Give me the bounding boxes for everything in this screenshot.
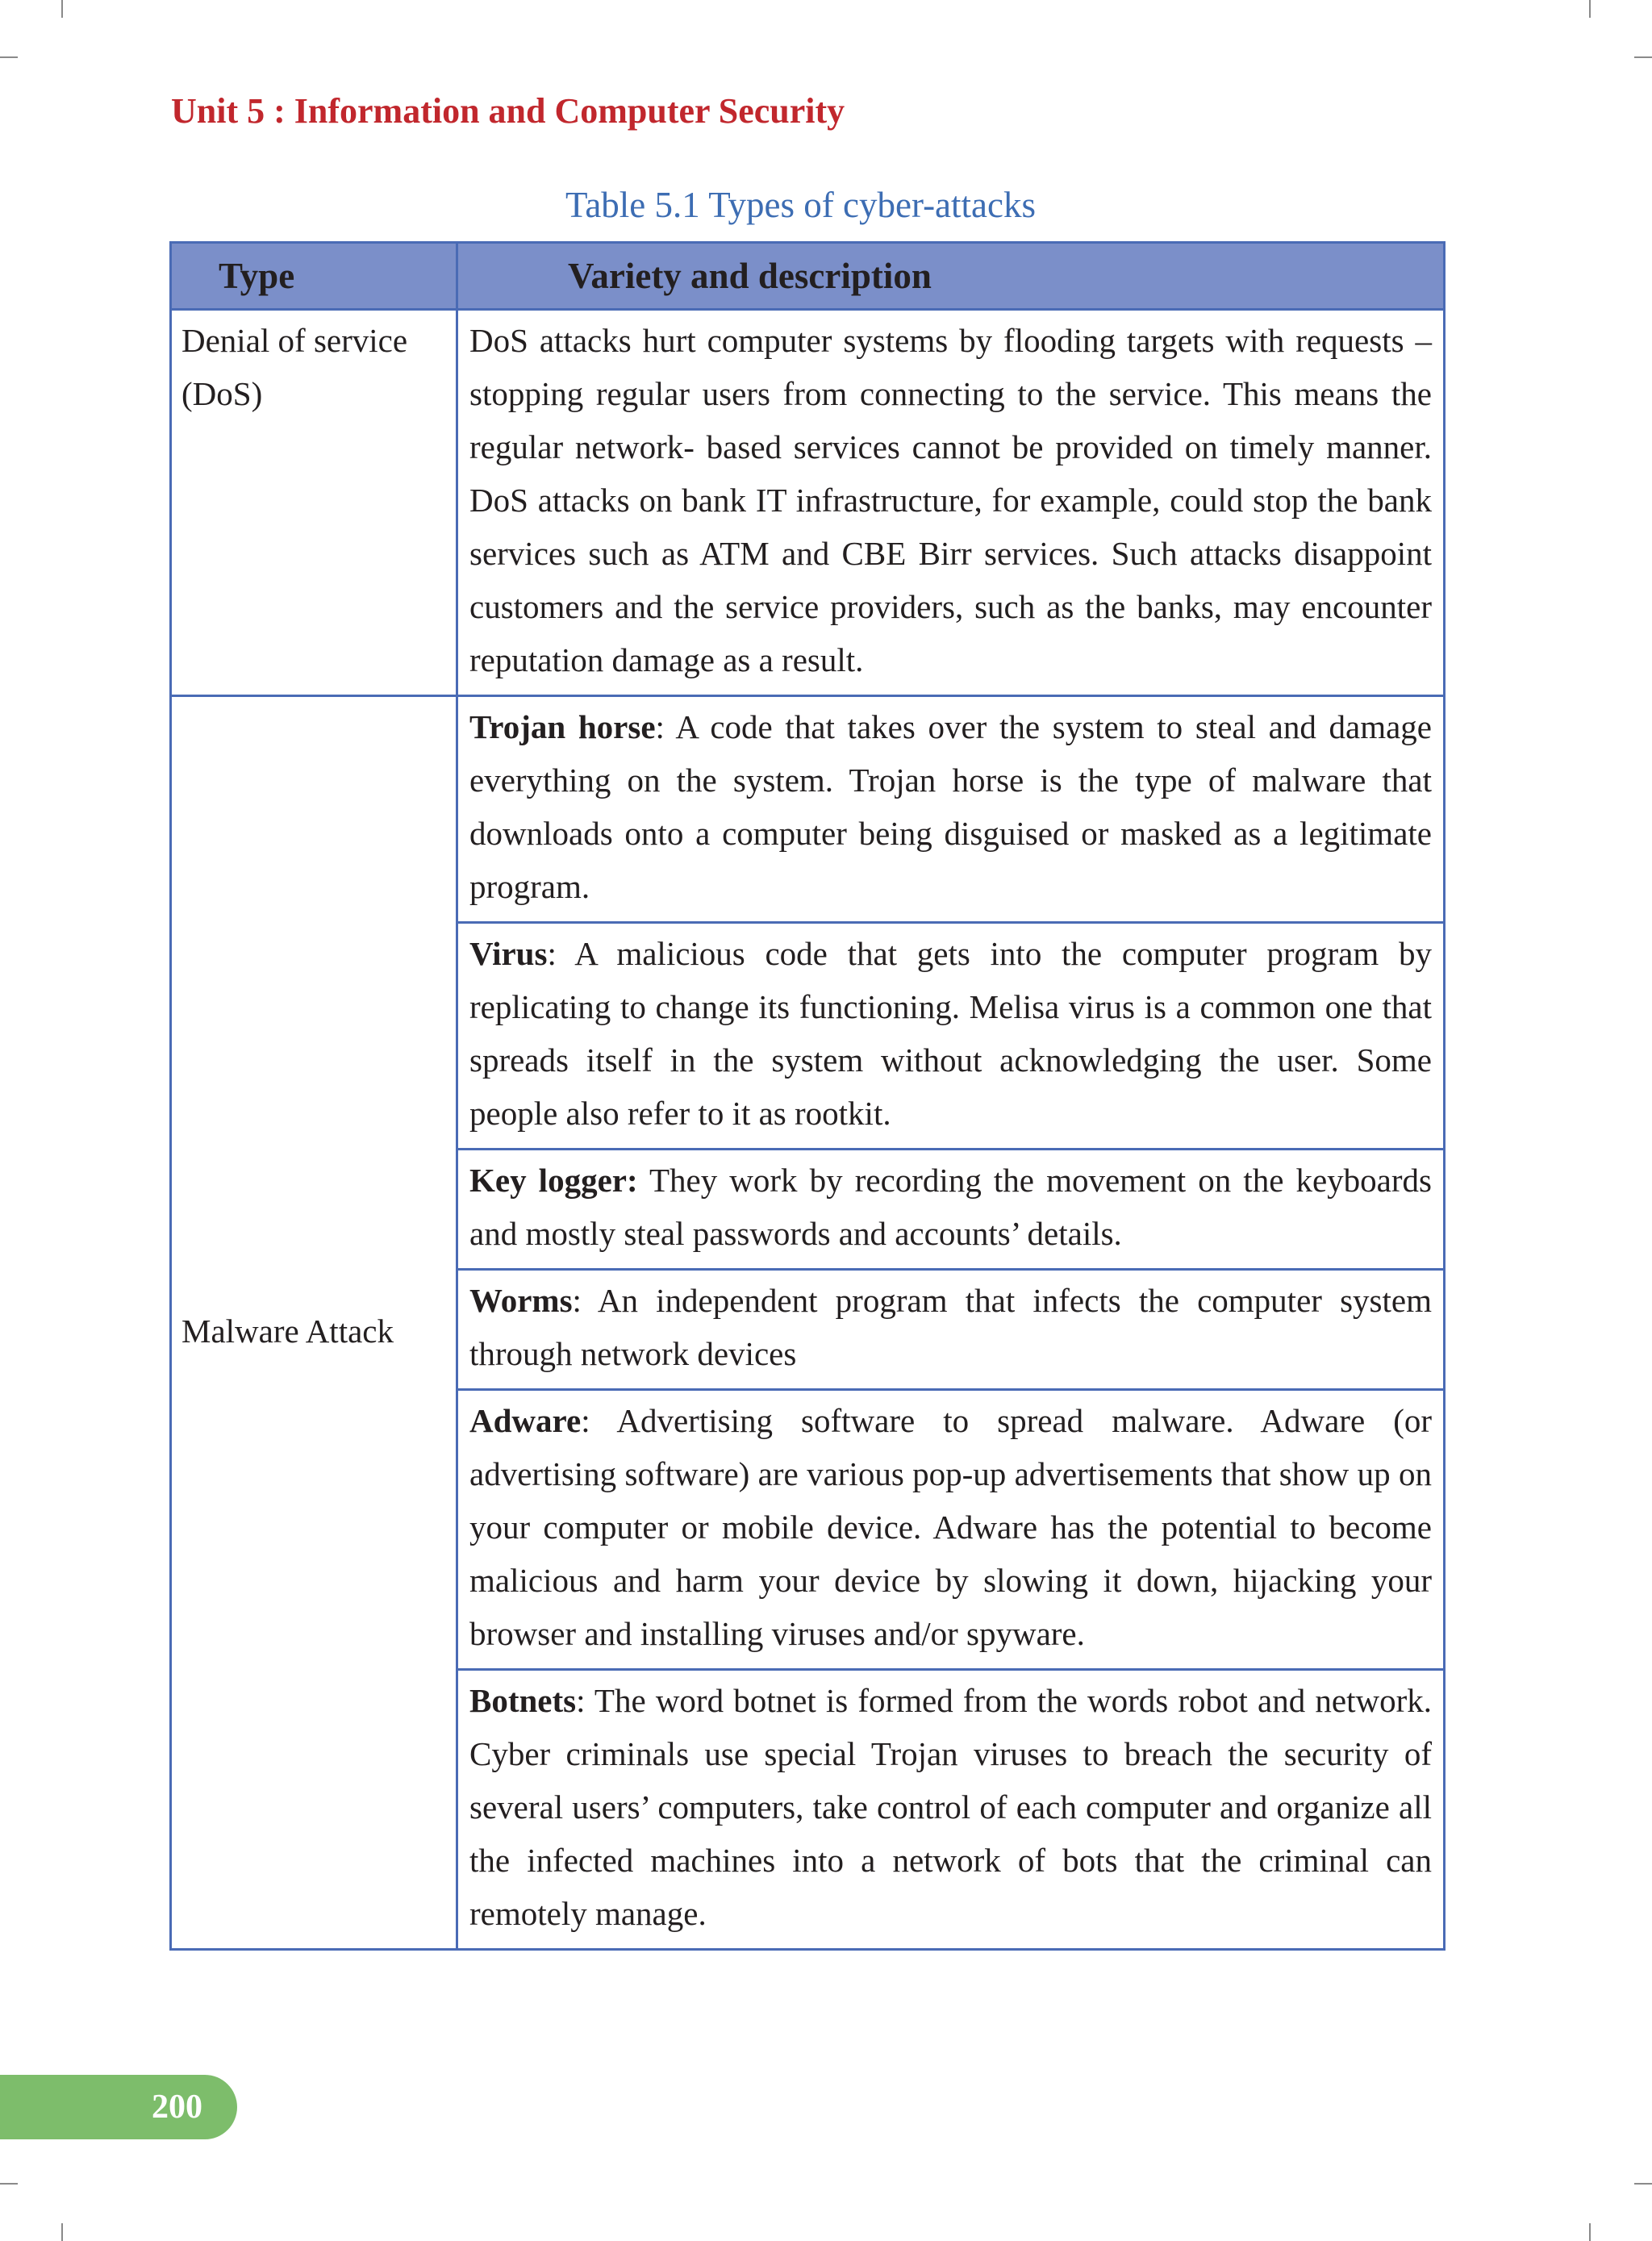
term-separator: : <box>581 1402 617 1439</box>
term-text: A code that takes over the system to steal and damage everything on the system. Trojan horse is the type of malware that downloads onto a computer being disguised or masked as a legitimate program. <box>469 708 1432 905</box>
description-trojan-horse <box>457 696 1445 923</box>
crop-mark <box>1634 56 1652 58</box>
term-text: They work by recording the movement on the keyboards and mostly steal passwords and accounts’ details. <box>469 1162 1432 1252</box>
term-label: Worms <box>469 1282 573 1319</box>
table-row <box>171 696 1445 923</box>
cyber-attacks-table <box>169 241 1446 1951</box>
term-text: The word botnet is formed from the words robot and network. Cyber criminals use special Trojan viruses to breach the security of several users’ computers, take control of each computer and organize all the infected machines into a network of bots that the criminal can remotely manage. <box>469 1682 1433 1932</box>
crop-mark <box>1589 0 1591 18</box>
term-label: Botnets <box>469 1682 577 1719</box>
type-cell-malware: Malware Attack <box>171 696 457 1950</box>
description-botnets <box>457 1670 1445 1950</box>
description-dos: DoS attacks hurt computer systems by flooding targets with requests – stopping regular users from connecting to the service. This means the regular network- based services cannot be provided on timely manner. DoS attacks on bank IT infrastructure, for example, could stop the bank services such as ATM and CBE Birr services. Such attacks disappoint customers and the service providers, such as the banks, may encounter reputation damage as a result. <box>457 310 1445 696</box>
term-text: A malicious code that gets into the computer program by replicating to change its functioning. Melisa virus is a common one that spreads itself in the system without acknowledging the user. Some people also refer to it as rootkit. <box>469 935 1432 1132</box>
term-label: Trojan horse <box>469 708 656 745</box>
type-cell-dos: Denial of service (DoS) <box>171 310 457 696</box>
crop-mark <box>61 2223 63 2241</box>
table-row <box>171 310 1445 696</box>
column-header-description: Variety and description <box>457 243 1445 310</box>
term-separator: : <box>572 1282 598 1319</box>
crop-mark <box>0 56 18 58</box>
crop-mark <box>0 2183 18 2185</box>
description-key-logger <box>457 1150 1445 1270</box>
crop-mark <box>1634 2183 1652 2185</box>
term-separator: : <box>547 935 575 972</box>
table-header-row <box>171 243 1445 310</box>
term-text: An independent program that infects the computer system through network devices <box>469 1282 1432 1372</box>
term-separator: : <box>655 708 676 745</box>
term-label: Key logger: <box>469 1162 638 1199</box>
term-label: Adware <box>469 1402 582 1439</box>
crop-mark <box>61 0 63 18</box>
table-caption: Table 5.1 Types of cyber-attacks <box>565 185 1036 225</box>
term-label: Virus <box>469 935 548 972</box>
term-text: Advertising software to spread malware. Adware (or advertising software) are various pop-up advertisements that show up on your computer or mobile device. Adware has the potential to become malicious and harm your device by slowing it down, hijacking your browser and installing viruses and/or spyware. <box>469 1402 1432 1652</box>
unit-heading: Unit 5 : Information and Computer Security <box>171 91 845 131</box>
description-worms <box>457 1270 1445 1390</box>
description-adware <box>457 1390 1445 1670</box>
term-separator <box>638 1162 649 1199</box>
crop-mark <box>1589 2223 1591 2241</box>
term-separator: : <box>576 1682 594 1719</box>
page-number: 200 <box>152 2089 202 2126</box>
description-virus <box>457 923 1445 1150</box>
column-header-type: Type <box>171 243 457 310</box>
